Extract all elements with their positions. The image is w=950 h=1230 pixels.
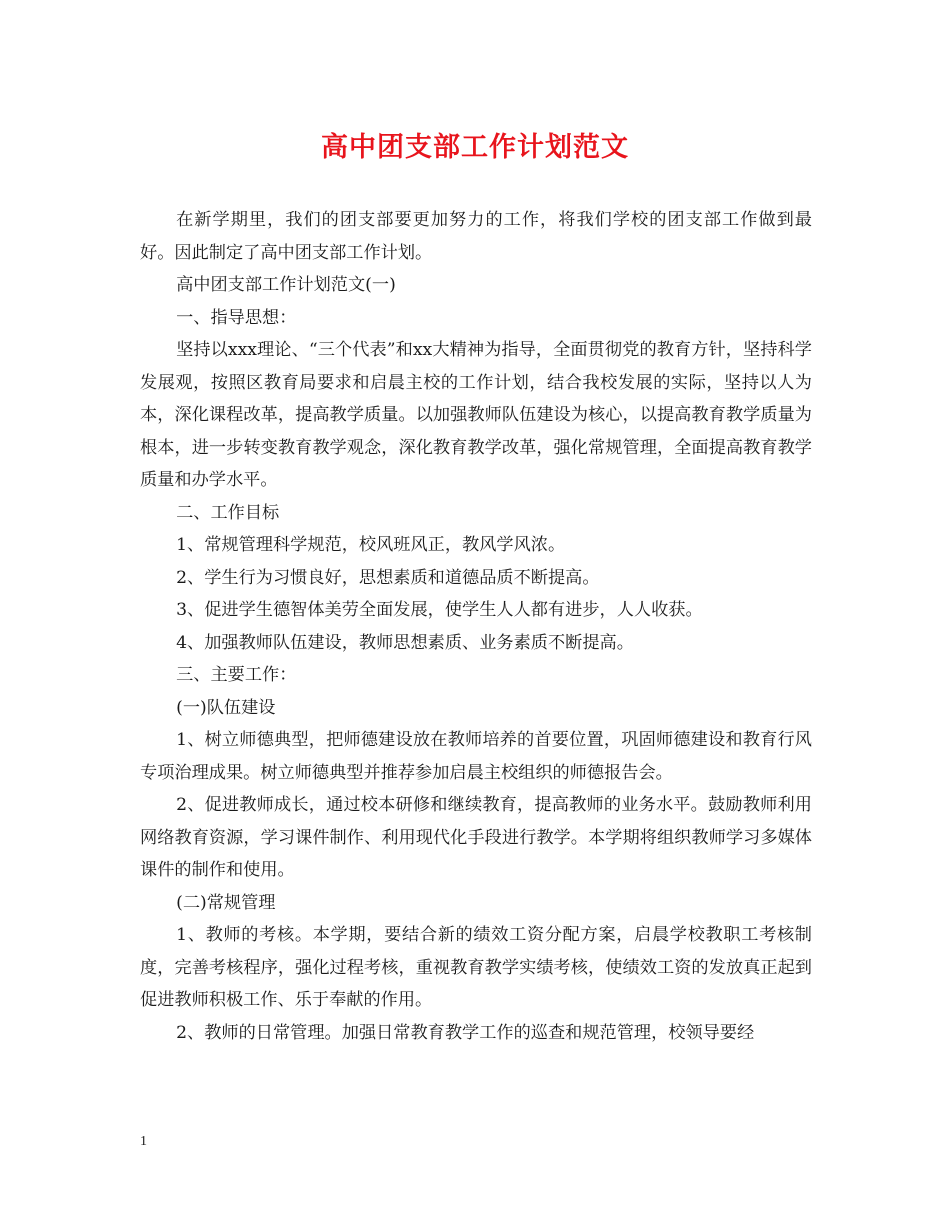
section-heading-goals: 二、工作目标 bbox=[176, 502, 280, 523]
subsection-heading-team: (一)队伍建设 bbox=[176, 697, 276, 718]
goal-item-4: 4、加强教师队伍建设，教师思想素质、业务素质不断提高。 bbox=[176, 632, 634, 653]
team-item-2: 2、促进教师成长，通过校本研修和继续教育，提高教师的业务水平。鼓励教师利用网络教育资源，学习课件制作、利用现代化手段进行教学。本学期将组织教师学习多媒体课件的制作和使用。 bbox=[140, 795, 812, 880]
section-heading-guiding: 一、指导思想： bbox=[176, 307, 297, 328]
routine-item-1: 1、教师的考核。本学期，要结合新的绩效工资分配方案，启晨学校教职工考核制度，完善考核程序，强化过程考核，重视教育教学实绩考核，使绩效工资的发放真正起到促进教师积极工作、乐于奉献的作用。 bbox=[140, 925, 812, 1010]
document-title: 高中团支部工作计划范文 bbox=[321, 132, 629, 163]
subsection-heading-routine: (二)常规管理 bbox=[176, 892, 276, 913]
guiding-paragraph: 坚持以xxx理论、“三个代表”和xx大精神为指导，全面贯彻党的教育方针，坚持科学发展观，按照区教育局要求和启晨主校的工作计划，结合我校发展的实际，坚持以人为本，深化课程改革，提高教学质量。以加强教师队伍建设为核心，以提高教育教学质量为根本，进一步转变教育教学观念，深化教育教学改革，强化常规管理，全面提高教育教学质量和办学水平。 bbox=[140, 340, 812, 490]
document-body bbox=[140, 204, 812, 1049]
routine-item-2: 2、教师的日常管理。加强日常教育教学工作的巡查和规范管理，校领导要经 bbox=[176, 1022, 755, 1043]
goal-item-2: 2、学生行为习惯良好，思想素质和道德品质不断提高。 bbox=[176, 567, 600, 588]
section-heading-main-work: 三、主要工作： bbox=[176, 665, 297, 685]
goal-item-3: 3、促进学生德智体美劳全面发展，使学生人人都有进步，人人收获。 bbox=[176, 600, 703, 620]
goal-item-1: 1、常规管理科学规范，校风班风正，教风学风浓。 bbox=[176, 535, 566, 555]
section-heading-sample: 高中团支部工作计划范文(一) bbox=[176, 275, 396, 295]
page-number: 1 bbox=[140, 1134, 147, 1149]
team-item-1: 1、树立师德典型，把师德建设放在教师培养的首要位置，巩固师德建设和教育行风专项治理成果。树立师德典型并推荐参加启晨主校组织的师德报告会。 bbox=[140, 730, 812, 783]
intro-paragraph: 在新学期里，我们的团支部要更加努力的工作，将我们学校的团支部工作做到最好。因此制定了高中团支部工作计划。 bbox=[140, 210, 812, 263]
